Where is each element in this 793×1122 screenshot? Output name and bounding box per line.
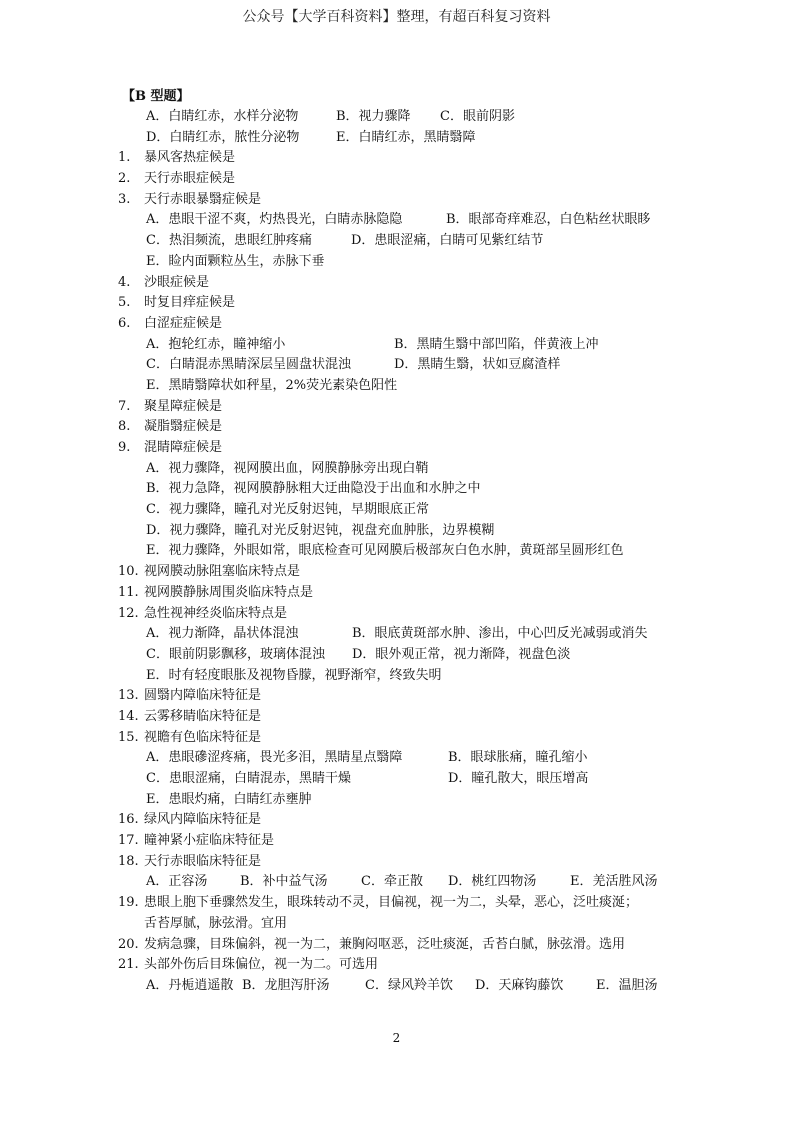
question-number: 10. <box>118 564 139 580</box>
question-number: 5. <box>118 295 131 311</box>
question-text: 天行赤眼暴翳症候是 <box>144 191 262 207</box>
option-row <box>118 748 698 769</box>
question-item <box>118 831 698 852</box>
answer-option: D．视力骤降，瞳孔对光反射迟钝，视盘充血肿胀，边界模糊 <box>146 522 495 538</box>
option-row <box>118 645 698 666</box>
question-item <box>118 604 698 625</box>
answer-option: A．白睛红赤，水样分泌物 <box>146 109 299 124</box>
answer-option: C．眼前阴影 <box>440 109 515 124</box>
answer-option: E．白睛红赤，黑睛翳障 <box>336 129 476 145</box>
question-text: 聚星障症候是 <box>144 398 223 414</box>
question-number: 15. <box>118 729 139 745</box>
answer-option: A．视力骤降，视网膜出血，网膜静脉旁出现白鞘 <box>146 460 429 476</box>
question-item <box>118 148 698 169</box>
answer-option: B．龙胆泻肝汤 <box>242 977 330 993</box>
question-item <box>118 417 698 438</box>
option-row <box>118 335 698 356</box>
answer-option: E．羌活胜风汤 <box>570 874 658 890</box>
question-number: 21. <box>118 957 139 973</box>
question-number: 13. <box>118 688 139 704</box>
question-text: 发病急骤，目珠偏斜，视一为二，兼胸闷呕恶，泛吐痰涎，舌苔白腻，脉弦滑。选用 <box>144 936 626 952</box>
option-row <box>118 479 698 500</box>
answer-option: A．丹栀逍遥散 <box>146 977 234 993</box>
option-row <box>118 541 698 562</box>
answer-option: C．绿风羚羊饮 <box>365 977 453 993</box>
question-number: 14. <box>118 708 139 724</box>
question-text: 视网膜静脉周围炎临床特点是 <box>144 584 314 600</box>
answer-option: B．补中益气汤 <box>240 874 328 890</box>
question-item <box>118 583 698 604</box>
question-number: 7. <box>118 398 131 414</box>
answer-option: D．白睛红赤，脓性分泌物 <box>146 129 300 145</box>
page-header: 公众号【大学百科资料】整理，有超百科复习资料 <box>242 9 551 25</box>
answer-option: A．患眼磣涩疼痛，畏光多泪，黑睛星点翳障 <box>146 750 403 766</box>
question-text: 白涩症症候是 <box>144 315 223 331</box>
answer-option: D．天麻钩藤饮 <box>475 977 564 993</box>
question-item <box>118 293 698 314</box>
answer-option: B．黑睛生翳中部凹陷，伴黄液上冲 <box>394 336 599 352</box>
question-text: 天行赤眼症候是 <box>144 171 236 187</box>
question-item <box>118 169 698 190</box>
option-row <box>118 128 698 149</box>
answer-option: E．睑内面颗粒丛生，赤脉下垂 <box>146 253 325 269</box>
question-text: 绿风内障临床特征是 <box>144 812 262 828</box>
answer-option: A．正容汤 <box>146 874 208 890</box>
answer-option: D．桃红四物汤 <box>448 874 537 890</box>
question-number: 8. <box>118 419 131 435</box>
option-row <box>118 107 698 128</box>
question-number: 9. <box>118 440 131 455</box>
answer-option: D．患眼涩痛，白睛可见紫红结节 <box>351 233 544 249</box>
question-item <box>118 190 698 211</box>
question-number: 1. <box>118 150 131 166</box>
question-number: 20. <box>118 936 139 952</box>
question-text: 凝脂翳症候是 <box>144 419 223 435</box>
question-text: 瞳神紧小症临床特征是 <box>144 833 275 849</box>
question-item <box>118 707 698 728</box>
question-text: 云雾移睛临床特征是 <box>144 708 262 724</box>
question-text: 视网膜动脉阻塞临床特点是 <box>144 564 301 580</box>
answer-option: B．视力急降，视网膜静脉粗大迂曲隐没于出血和水肿之中 <box>146 481 481 497</box>
question-continuation: 舌苔厚腻，脉弦滑。宜用 <box>144 915 288 931</box>
answer-option: C．牵正散 <box>361 874 423 890</box>
option-row <box>118 790 698 811</box>
answer-option: C．白睛混赤黑睛深层呈圆盘状混浊 <box>146 357 351 373</box>
option-row <box>118 521 698 542</box>
question-number: 19. <box>118 895 139 911</box>
option-row <box>118 252 698 273</box>
option-row <box>118 769 698 790</box>
answer-option: C．眼前阴影飘移，玻璃体混浊 <box>146 646 325 662</box>
question-text: 暴风客热症候是 <box>144 150 236 166</box>
option-row <box>118 231 698 252</box>
question-item <box>118 852 698 873</box>
question-text: 急性视神经炎临床特点是 <box>144 605 288 621</box>
question-item <box>118 397 698 418</box>
question-text: 沙眼症候是 <box>144 274 210 290</box>
answer-option: A．患眼干涩不爽，灼热畏光，白睛赤脉隐隐 <box>146 212 403 228</box>
question-item <box>118 893 698 914</box>
question-number: 2. <box>118 171 131 187</box>
answer-option: E．视力骤降，外眼如常，眼底检查可见网膜后极部灰白色水肿，黄斑部呈圆形红色 <box>146 543 624 559</box>
answer-option: C．视力骤降，瞳孔对光反射迟钝，早期眼底正常 <box>146 502 429 518</box>
answer-option: D．黑睛生翳，状如豆腐渣样 <box>394 357 561 373</box>
question-item <box>118 955 698 976</box>
answer-option: B．眼部奇痒难忍，白色粘丝状眼眵 <box>446 212 651 228</box>
option-row <box>118 872 698 893</box>
option-row <box>118 210 698 231</box>
option-row <box>118 624 698 645</box>
question-number: 6. <box>118 315 131 331</box>
answer-option: B．眼球胀痛，瞳孔缩小 <box>448 750 588 766</box>
question-text: 天行赤眼临床特征是 <box>144 853 262 869</box>
option-row <box>118 976 698 997</box>
question-item <box>118 314 698 335</box>
answer-option: C．热泪频流，患眼红肿疼痛 <box>146 233 312 249</box>
question-number: 11. <box>118 584 139 600</box>
question-number: 16. <box>118 812 139 828</box>
question-text: 混睛障症候是 <box>144 440 223 455</box>
answer-option: E．温胆汤 <box>596 977 658 993</box>
question-number: 12. <box>118 605 139 621</box>
question-number: 17. <box>118 833 139 849</box>
question-lines <box>118 107 698 997</box>
answer-option: B．眼底黄斑部水肿、渗出，中心凹反光减弱或消失 <box>352 626 648 642</box>
answer-option: B．视力骤降 <box>336 109 411 124</box>
answer-option: E．黑睛翳障状如秤星，2%荧光素染色阳性 <box>146 377 398 393</box>
answer-option: E．患眼灼痛，白睛红赤壅肿 <box>146 791 312 807</box>
question-text: 患眼上胞下垂骤然发生，眼珠转动不灵，目偏视，视一为二，头晕，恶心，泛吐痰涎； <box>144 895 639 911</box>
question-text: 圆翳内障临床特征是 <box>144 688 262 704</box>
option-row <box>118 355 698 376</box>
option-row <box>118 500 698 521</box>
answer-option: D．瞳孔散大，眼压增高 <box>448 771 589 786</box>
question-item <box>118 728 698 749</box>
question-item <box>118 273 698 294</box>
page-number: 2 <box>392 1031 401 1045</box>
answer-option: A．抱轮红赤，瞳神缩小 <box>146 336 286 352</box>
question-text: 时复目痒症候是 <box>144 295 236 311</box>
option-row <box>118 376 698 397</box>
section-title: 【B 型题】 <box>122 89 190 104</box>
question-item <box>118 438 698 459</box>
option-row <box>118 459 698 480</box>
question-text: 视瞻有色临床特征是 <box>144 729 262 745</box>
answer-option: D．眼外观正常，视力渐降，视盘色淡 <box>352 646 571 662</box>
option-row <box>118 666 698 687</box>
question-item <box>118 562 698 583</box>
answer-option: A．视力渐降，晶状体混浊 <box>146 626 299 642</box>
answer-option: C．患眼涩痛，白睛混赤，黑睛干燥 <box>146 771 351 786</box>
question-item <box>118 810 698 831</box>
question-number: 4. <box>118 274 131 290</box>
question-number: 3. <box>118 191 131 207</box>
answer-option: E．时有轻度眼胀及视物昏朦，视野渐窄，终致失明 <box>146 667 442 683</box>
question-content <box>118 86 698 997</box>
question-item <box>118 935 698 956</box>
question-item <box>118 686 698 707</box>
question-number: 18. <box>118 853 139 869</box>
question-text: 头部外伤后目珠偏位，视一为二。可选用 <box>144 957 379 973</box>
